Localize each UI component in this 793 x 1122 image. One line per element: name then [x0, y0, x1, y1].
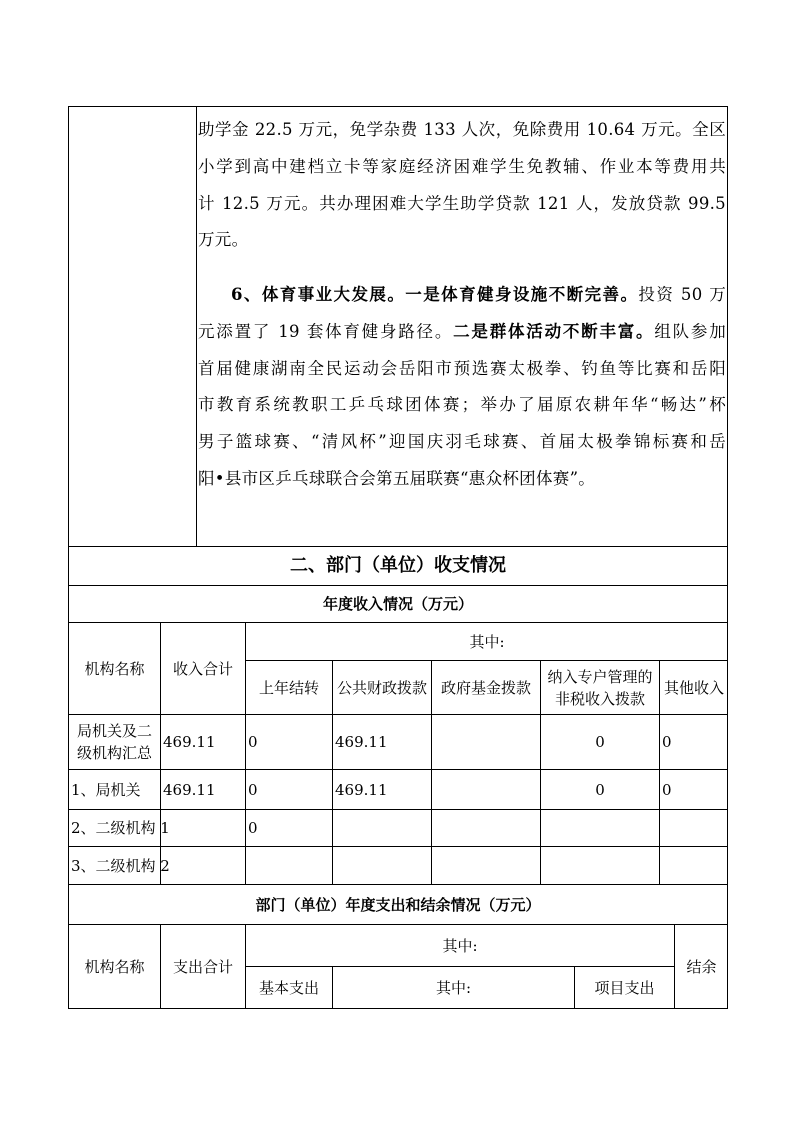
narrative-paragraph-1: [198, 112, 726, 259]
text-line: 万元。: [198, 230, 249, 250]
row-public-finance: [333, 810, 433, 846]
table-top-border: [68, 106, 728, 107]
text-span: 组队参加: [654, 321, 726, 341]
header-expense-total: 支出合计: [172, 957, 233, 976]
header-balance: 结余: [686, 957, 717, 976]
row-income-total: [161, 810, 247, 846]
row-other-income: 0: [662, 733, 672, 751]
text-line: 助学金 22.5 万元，免学杂费 133 人次，免除费用 10.64 万元。全区: [198, 120, 726, 139]
text-span: 元添置了 19 套体育健身路径。: [198, 321, 454, 341]
header-other-income: 其他收入: [663, 678, 724, 697]
header-of-which: 其中:: [442, 936, 478, 955]
row-public-finance: 469.11: [335, 733, 388, 751]
row-org-name: 局机关及二级机构汇总: [76, 722, 152, 762]
row-non-tax: [541, 847, 659, 884]
narrative-paragraph-2: [198, 277, 726, 498]
header-of-which-sub: 其中:: [435, 978, 472, 997]
header-org-name: 机构名称: [84, 659, 145, 678]
row-org-name: 1、局机关: [71, 780, 141, 799]
text-line: 市教育系统教职工乒乓球团体赛；举办了届原农耕年华“畅达”杯: [198, 395, 726, 415]
row-carry-over: 0: [248, 780, 258, 799]
row-org-name: 2、二级机构 1: [71, 819, 170, 837]
header-gov-fund: 政府基金拨款: [440, 678, 531, 697]
row-income-total: [161, 847, 247, 884]
text-span: 投资 50 万: [638, 285, 726, 304]
header-carry-over: 上年结转: [258, 678, 319, 697]
row-other-income: [660, 810, 730, 846]
point1-label: 一是体育健身设施不断完善。: [405, 285, 639, 304]
row-carry-over: [246, 847, 334, 884]
row-gov-fund: [432, 810, 542, 846]
point2-label: 二是群体活动不断丰富。: [453, 321, 655, 341]
header-of-which: 其中:: [469, 632, 505, 651]
header-basic-expense: 基本支出: [258, 978, 319, 997]
row-org-name: 3、二级机构 2: [71, 856, 170, 875]
text-line: 阳•县市区乒乓球联合会第五届联赛“惠众杯团体赛”。: [198, 468, 596, 488]
section-title: 二、部门（单位）收支情况: [290, 555, 506, 576]
row-gov-fund: [432, 770, 542, 809]
row-non-tax: [541, 810, 659, 846]
row-gov-fund: [432, 847, 542, 884]
expense-table-title: 部门（单位）年度支出和结余情况（万元）: [255, 895, 541, 914]
header-non-tax: 纳入专户管理的非税收入拨款: [547, 667, 653, 708]
row-carry-over: 0: [248, 733, 258, 751]
text-line: 男子篮球赛、“清风杯”迎国庆羽毛球赛、首届太极拳锦标赛和岳: [198, 432, 726, 452]
header-public-finance: 公共财政拨款: [336, 678, 427, 697]
header-project-expense: 项目支出: [594, 978, 655, 997]
header-income-total: 收入合计: [172, 659, 233, 678]
row-other-income: [660, 847, 730, 884]
row-public-finance: 469.11: [335, 780, 388, 799]
text-line: [198, 277, 726, 314]
row-public-finance: [333, 847, 433, 884]
row-non-tax: 0: [595, 780, 605, 799]
text-line: 首届健康湖南全民运动会岳阳市预选赛太极拳、钓鱼等比赛和岳阳: [198, 358, 726, 378]
row-non-tax: 0: [595, 733, 605, 751]
text-line: [198, 314, 726, 351]
row-income-total: 469.11: [163, 780, 216, 799]
row-income-total: 469.11: [163, 733, 216, 751]
row-carry-over: 0: [248, 819, 258, 837]
row-gov-fund: [432, 715, 542, 769]
header-org-name: 机构名称: [84, 957, 145, 976]
row-other-income: 0: [662, 780, 672, 799]
income-table-title: 年度收入情况（万元）: [322, 595, 473, 613]
text-line: 计 12.5 万元。共办理困难大学生助学贷款 121 人，发放贷款 99.5: [198, 193, 726, 213]
table-bottom-border: [68, 1008, 728, 1009]
text-line: 小学到高中建档立卡等家庭经济困难学生免教辅、作业本等费用共: [198, 156, 726, 176]
narrative-label-divider: [196, 106, 197, 546]
sports-heading: 6、体育事业大发展。: [231, 285, 406, 304]
